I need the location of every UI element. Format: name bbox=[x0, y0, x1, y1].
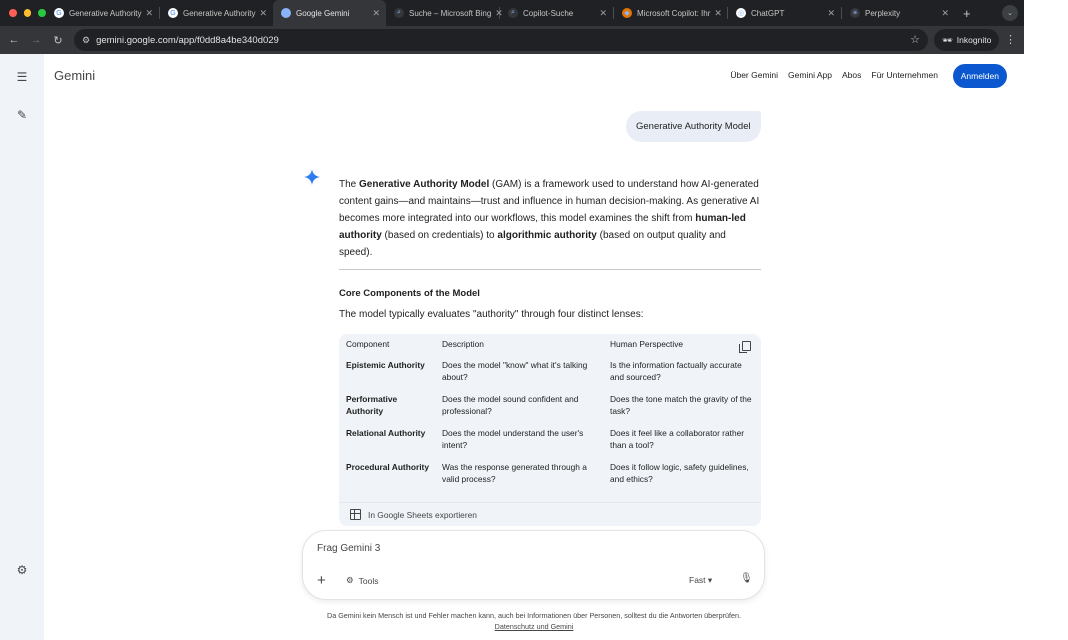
table-row bbox=[339, 388, 761, 422]
tools-button[interactable] bbox=[346, 575, 378, 586]
top-navigation bbox=[730, 70, 938, 80]
forward-icon[interactable]: → bbox=[30, 34, 42, 46]
incognito-label: Inkognito bbox=[956, 35, 992, 45]
table-cell: Epistemic Authority bbox=[346, 360, 425, 370]
new-chat-icon[interactable]: ✎ bbox=[16, 108, 28, 122]
browser-tab[interactable] bbox=[500, 0, 613, 26]
minimize-window-button[interactable] bbox=[24, 9, 32, 17]
browser-menu-icon[interactable]: ⋮ bbox=[1005, 34, 1016, 46]
incognito-badge[interactable] bbox=[934, 29, 999, 51]
back-icon[interactable]: ← bbox=[8, 34, 20, 46]
prompt-box bbox=[302, 530, 765, 600]
table-cell: Procedural Authority bbox=[346, 462, 429, 472]
url-text[interactable]: gemini.google.com/app/f0dd8a4be340d029 bbox=[96, 34, 279, 46]
chevron-down-icon: ▾ bbox=[707, 575, 713, 585]
table-cell: Relational Authority bbox=[346, 428, 426, 438]
microphone-icon[interactable]: 🎙 bbox=[740, 573, 753, 584]
table-header-cell: Human Perspective bbox=[610, 339, 684, 349]
close-tab-icon[interactable]: ✕ bbox=[259, 7, 268, 18]
browser-tab[interactable] bbox=[614, 0, 727, 26]
tab-search-button[interactable]: ⌄ bbox=[1002, 5, 1018, 21]
sign-in-button[interactable]: Anmelden bbox=[953, 64, 1007, 88]
tab-title: Google Gemini bbox=[296, 8, 350, 18]
close-tab-icon[interactable]: ✕ bbox=[145, 7, 154, 18]
section-heading: Core Components of the Model bbox=[339, 288, 480, 299]
add-attachment-icon[interactable]: + bbox=[317, 572, 326, 589]
table-grid-icon bbox=[350, 509, 361, 520]
table-cell: Is the information factually accurate and sourced? bbox=[610, 360, 742, 382]
response-intro: The Generative Authority Model (GAM) is a framework used to understand how AI-generated content gains—and maintains—trust and influence in human decision-making. As generative AI becomes more integrated into our workflows, this model examines the shift from human-led authority (based on credentials) to algorithmic authority (based on output quality and speed). bbox=[339, 179, 760, 258]
footer-disclaimer bbox=[0, 610, 1068, 632]
close-tab-icon[interactable]: ✕ bbox=[827, 7, 835, 18]
site-info-icon[interactable]: ⚙ bbox=[82, 34, 91, 45]
app-header bbox=[44, 54, 1024, 98]
copilot-icon: ◆ bbox=[622, 8, 632, 18]
table-cell: Does it follow logic, safety guidelines, and ethics? bbox=[610, 462, 749, 484]
incognito-icon: 🕶 bbox=[942, 34, 953, 45]
browser-tab[interactable] bbox=[842, 0, 955, 26]
bookmark-star-icon[interactable]: ☆ bbox=[910, 34, 920, 46]
export-label: In Google Sheets exportieren bbox=[368, 509, 477, 520]
menu-icon[interactable]: ☰ bbox=[16, 70, 28, 84]
table-row bbox=[339, 422, 761, 456]
table-cell: Does the tone match the gravity of the task? bbox=[610, 394, 752, 416]
chatgpt-icon: ◎ bbox=[737, 10, 745, 17]
export-to-sheets-button[interactable] bbox=[339, 502, 761, 526]
close-tab-icon[interactable]: ✕ bbox=[599, 7, 607, 18]
browser-tab[interactable] bbox=[46, 0, 159, 26]
new-tab-button[interactable]: + bbox=[963, 5, 971, 21]
gemini-sparkle-icon bbox=[304, 169, 320, 185]
nav-link-app[interactable]: Gemini App bbox=[788, 70, 832, 80]
close-tab-icon[interactable]: ✕ bbox=[372, 7, 380, 18]
google-icon: G bbox=[54, 8, 64, 18]
window-controls bbox=[0, 9, 46, 17]
table-cell: Does the model sound confident and professional? bbox=[442, 394, 579, 416]
table-row bbox=[339, 354, 761, 388]
browser-tab[interactable] bbox=[160, 0, 273, 26]
disclaimer-text: Da Gemini kein Mensch ist und Fehler machen kann, auch bei Informationen über Personen, solltest du die Antworten überprüfen. bbox=[327, 611, 741, 620]
components-table-card bbox=[339, 334, 761, 526]
tab-title: Suche – Microsoft Bing bbox=[409, 8, 492, 18]
components-table bbox=[339, 334, 761, 490]
google-icon: G bbox=[168, 8, 178, 18]
table-cell: Does the model understand the user's intent? bbox=[442, 428, 584, 450]
nav-link-business[interactable]: Für Unternehmen bbox=[871, 70, 938, 80]
close-window-button[interactable] bbox=[9, 9, 17, 17]
tab-title: Perplexity bbox=[865, 8, 901, 18]
table-header-cell: Component bbox=[346, 339, 390, 349]
table-cell: Was the response generated through a valid process? bbox=[442, 462, 587, 484]
brand-logo[interactable]: Gemini bbox=[54, 68, 96, 83]
tab-title: Generative Authority bbox=[183, 8, 256, 18]
model-response bbox=[339, 176, 761, 261]
sidebar bbox=[0, 54, 44, 640]
browser-tab[interactable] bbox=[728, 0, 841, 26]
search-icon: ⌕ bbox=[508, 8, 518, 18]
close-tab-icon[interactable]: ✕ bbox=[941, 7, 949, 18]
browser-tab[interactable] bbox=[386, 0, 503, 26]
close-tab-icon[interactable]: ✕ bbox=[714, 7, 722, 18]
tab-title: ChatGPT bbox=[751, 8, 785, 18]
address-bar-row bbox=[0, 26, 1024, 54]
nav-link-about[interactable]: Über Gemini bbox=[730, 70, 779, 80]
privacy-link[interactable]: Datenschutz und Gemini bbox=[494, 622, 574, 631]
maximize-window-button[interactable] bbox=[38, 9, 46, 17]
user-message-bubble: Generative Authority Model bbox=[626, 111, 761, 142]
search-icon: ⌕ bbox=[394, 8, 404, 18]
copy-table-icon[interactable] bbox=[742, 341, 751, 351]
prompt-input[interactable] bbox=[317, 543, 737, 554]
tab-strip bbox=[46, 0, 955, 26]
browser-tab-bar bbox=[0, 0, 1024, 26]
table-row bbox=[339, 456, 761, 490]
perplexity-icon: ✳ bbox=[850, 8, 860, 18]
table-cell: Performative Authority bbox=[346, 394, 398, 416]
gemini-icon: ✦ bbox=[281, 8, 291, 18]
browser-tab[interactable] bbox=[273, 0, 386, 26]
section-lead: The model typically evaluates "authority" through four distinct lenses: bbox=[339, 309, 644, 320]
model-mode-selector[interactable] bbox=[689, 575, 712, 586]
tab-title: Copilot-Suche bbox=[523, 8, 574, 18]
table-header-row bbox=[339, 334, 761, 354]
reload-icon[interactable]: ↻ bbox=[53, 34, 63, 47]
table-cell: Does the model "know" what it's talking about? bbox=[442, 360, 588, 382]
nav-link-plans[interactable]: Abos bbox=[842, 70, 862, 80]
tab-title: Microsoft Copilot: Ihr bbox=[637, 8, 711, 18]
settings-icon[interactable]: ⚙ bbox=[16, 563, 28, 577]
tab-title: Generative Authority bbox=[69, 8, 142, 18]
close-tab-icon[interactable]: ✕ bbox=[495, 7, 503, 18]
model-mode-label: Fast bbox=[689, 575, 706, 585]
tools-icon: ⚙ bbox=[346, 575, 354, 585]
omnibox[interactable] bbox=[74, 29, 928, 51]
table-header-cell: Description bbox=[442, 339, 484, 349]
tools-label: Tools bbox=[358, 575, 379, 586]
section-divider bbox=[339, 269, 761, 270]
table-cell: Does it feel like a collaborator rather than a tool? bbox=[610, 428, 745, 450]
